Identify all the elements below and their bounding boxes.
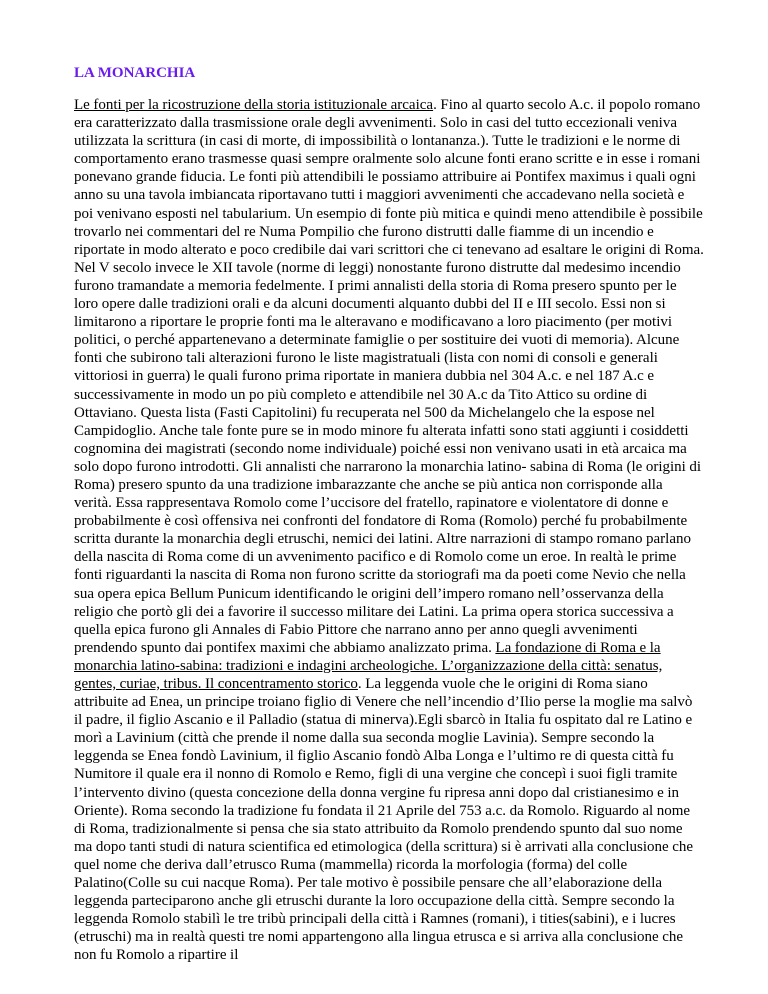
document-title: LA MONARCHIA [74, 65, 196, 81]
document-page [74, 62, 704, 965]
section-heading-sources: Le fonti per la ricostruzione della storia istituzionale arcaica [74, 97, 434, 113]
section-heading-foundation: La fondazione di Roma e la monarchia latino-sabina: tradizioni e indagini archeologiche. L’organizzazione della città: senatus, gentes, curiae, tribus. Il concentramento storico [74, 639, 663, 692]
document-body [74, 96, 704, 965]
paragraph-foundation: . La leggenda vuole che le origini di Roma siano attribuite ad Enea, un principe troiano figlio di Venere che nell’incendio d’Ilio perse la moglie ma salvò il padre, il figlio Ascanio e il Palladio (statua di minerva).Egli sbarcò in Italia fu ospitato dal re Latino e morì a Lavinium (città che prende il nome dalla sua seconda moglie Lavinia). Sempre secondo la leggenda se Enea fondò Lavinium, il figlio Ascanio fondò Alba Longa e l’ultimo re di questa città fu Numitore il quale era il nonno di Romolo e Remo, figli di una vergine che concepì i suoi figli tramite l’intervento divino (questa concezione della donna vergine fu ripresa anni dopo dal cristianesimo e in Oriente). Roma secondo la tradizione fu fondata il 21 Aprile del 753 a.c. da Romolo. Riguardo al nome di Roma, tradizionalmente si pensa che sia stato attribuito da Romolo prendendo spunto dal suo nome ma dopo tanti studi di natura scientifica ed etimologica (della scrittura) si è arrivati alla conclusione che quel nome che deriva dall’etrusco Ruma (mammella) ricorda la morfologia (forma) del colle Palatino(Colle su cui nacque Roma). Per tale motivo è possibile pensare che all’elaborazione della leggenda parteciparono anche gli etruschi durante la loro occupazione della città. Sempre secondo la leggenda Romolo stabilì le tre tribù principali della città i Ramnes (romani), i tities(sabini), e i lucres (etruschi) ma in realtà questi tre nomi appartengono alla lingua etrusca e si arriva alla conclusione che non fu Romolo a ripartire il [74, 676, 694, 964]
paragraph-sources: . Fino al quarto secolo A.c. il popolo romano era caratterizzato dalla trasmissione orale degli avvenimenti. Solo in casi del tutto eccezionali veniva utilizzata la scrittura (in casi di morte, di impossibilità o lontananza.). Tutte le tradizioni e le norme di comportamento erano trasmesse quasi sempre oralmente solo alcune fonti erano scritte e in esse i romani ponevano grande fiducia. Le fonti più attendibili le possiamo attribuire ai Pontifex maximus i quali ogni anno su una tavola imbiancata riportavano tutti i maggiori avvenimenti che accadevano nella società e poi venivano esposti nel tabularium. Un esempio di fonte più mitica e quindi meno attendibile è possibile trovarlo nei commentari del re Numa Pompilio che furono distrutti dalle fiamme di un incendio e riportate in modo alterato e poco credibile dai vari scrittori che ci tenevano ad esaltare le origini di Roma. Nel V secolo invece le XII tavole (norme di leggi) nonostante furono distrutte dal medesimo incendio furono tramandate a memoria fedelmente. I primi annalisti della storia di Roma presero spunto per le loro opere dalle tradizioni orali e da alcuni documenti alquanto dubbi del II e III secolo. Essi non si limitarono a riportare le proprie fonti ma le alteravano e modificavano a loro piacimento (per motivi politici, o perché appartenevano a determinate famiglie o per sostituire dei vuoti di memoria). Alcune fonti che subirono tali alterazioni furono le liste magistratuali (lista con nomi di consoli e generali vittoriosi in guerra) le quali furono prima riportate in maniera dubbia nel 304 A.c. e nel 187 A.c e successivamente in modo un po più completo e attendibile nel 30 A.c da Tito Attico su ordine di Ottaviano. Questa lista (Fasti Capitolini) fu recuperata nel 500 da Michelangelo che la espose nel Campidoglio. Anche tale fonte pure se in modo minore fu alterata infatti sono stati aggiunti i cosiddetti cognomina dei magistrati (secondo nome individuale) poiché essi non venivano usati in età arcaica ma solo dopo furono introdotti. Gli annalisti che narrarono la monarchia latino- sabina di Roma (le origini di Roma) presero spunto da una tradizione imbarazzante che anche se più antica non corrisponde alla verità. Essa rappresentava Romolo come l’uccisore del fratello, rapinatore e violentatore di donne e probabilmente è così offensiva nei confronti del fondatore di Roma (Romolo) perché fu probabilmente scritta durante la monarchia degli etruschi, nemici dei latini. Altre narrazioni di stampo romano parlano della nascita di Roma come di un avvenimento pacifico e di Romolo come un eroe. In realtà le prime fonti riguardanti la nascita di Roma non furono scritte da storiografi ma da poeti come Nevio che nella sua opera epica Bellum Punicum identificando le origini dell’impero romano nell’osservanza della religio che portò gli dei a favorire il successo militare dei Latini. La prima opera storica successiva a quella epica furono gli Annales di Fabio Pittore che narrano anno per anno quegli avvenimenti prendendo spunto dai pontifex maximi che abbiamo analizzato prima. [74, 97, 704, 656]
